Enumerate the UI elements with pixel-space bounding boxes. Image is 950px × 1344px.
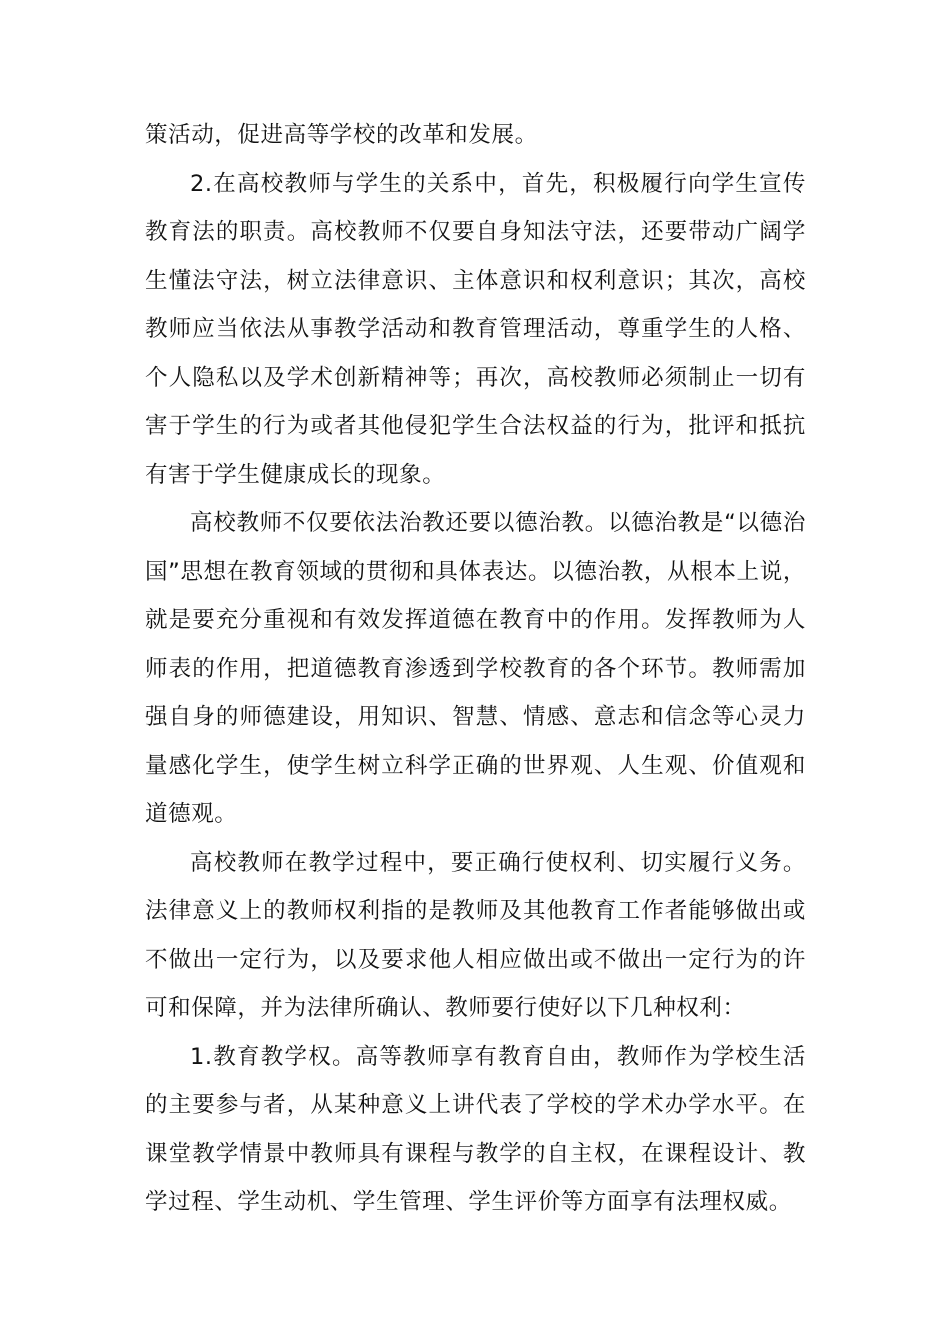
paragraph-continuation: 策活动，促进高等学校的改革和发展。 [145, 122, 538, 148]
paragraph-teaching-right: 1.教育教学权。高等教师享有教育自由，教师作为学校生活的主要参与者，从某种意义上讲代表了学校的学术办学水平。在课堂教学情景中教师具有课程与教学的自主权，在课程设计、教学过程、学生动机、学生管理、学生评价等方面享有法理权威。 [145, 1043, 806, 1215]
paragraph-teacher-rights: 高校教师在教学过程中，要正确行使权利、切实履行义务。法律意义上的教师权利指的是教师及其他教育工作者能够做出或不做出一定行为，以及要求他人相应做出或不做出一定行为的许可和保障，并为法律所确认、教师要行使好以下几种权利： [145, 849, 806, 1021]
paragraph-moral-education: 高校教师不仅要依法治教还要以德治教。以德治教是“以德治国”思想在教育领域的贯彻和具体表达。以德治教，从根本上说，就是要充分重视和有效发挥道德在教育中的作用。发挥教师为人师表的作用，把道德教育渗透到学校教育的各个环节。教师需加强自身的师德建设，用知识、智慧、情感、意志和信念等心灵力量感化学生，使学生树立科学正确的世界观、人生观、价值观和道德观。 [145, 510, 806, 827]
paragraph-teacher-student-relation: 2.在高校教师与学生的关系中，首先，积极履行向学生宣传教育法的职责。高校教师不仅要自身知法守法，还要带动广阔学生懂法守法，树立法律意识、主体意识和权利意识；其次，高校教师应当依法从事教学活动和教育管理活动，尊重学生的人格、个人隐私以及学术创新精神等；再次，高校教师必须制止一切有害于学生的行为或者其他侵犯学生合法权益的行为，批评和抵抗有害于学生健康成长的现象。 [145, 170, 806, 488]
document-body [145, 111, 806, 1227]
